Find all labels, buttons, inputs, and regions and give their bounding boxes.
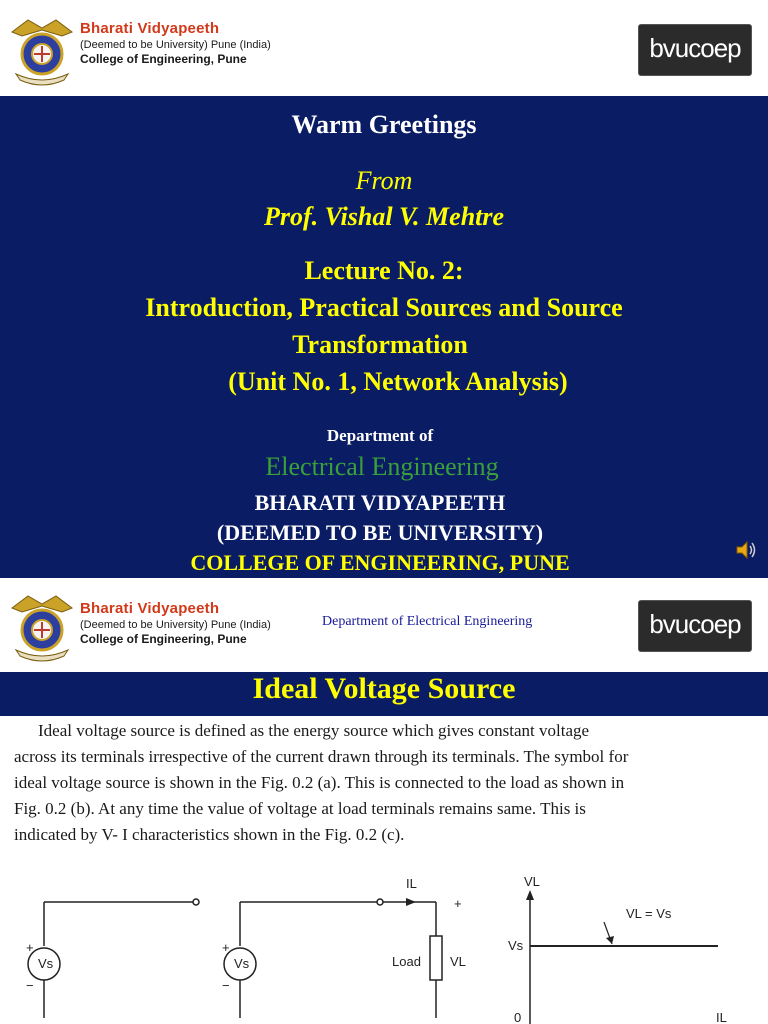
brand-logo [638, 600, 752, 652]
fig-c-vi-characteristic [508, 874, 727, 1024]
unit-info: (Unit No. 1, Network Analysis) [228, 367, 568, 396]
slide-2-title-bar [0, 672, 768, 712]
slide-2-header [0, 578, 768, 672]
brand-logo-text: bvucoep [649, 609, 741, 639]
brand-logo [638, 24, 752, 76]
institution-name: Bharati Vidyapeeth [80, 20, 220, 37]
fig-b-vl-label: VL [450, 954, 466, 969]
ideal-voltage-source-figure [0, 860, 768, 1024]
emblem-logo-icon [8, 586, 76, 662]
fig-c-x-axis-label: IL [716, 1010, 727, 1024]
paragraph-line: across its terminals irrespective of the current drawn through its terminals. The symbol for [14, 747, 629, 766]
fig-b-vs-label: Vs [234, 956, 250, 971]
fig-c-annotation: VL = Vs [626, 906, 672, 921]
fig-b-current-label: IL [406, 876, 417, 891]
institution-status: (Deemed to be University) Pune (India) [80, 619, 271, 631]
fig-a-minus: − [26, 978, 34, 993]
institution-block [80, 20, 271, 66]
from-label: From [355, 166, 413, 195]
institution-status: (Deemed to be University) Pune (India) [80, 39, 271, 51]
fig-b-source-with-load [222, 876, 466, 1018]
fig-c-vs-tick-label: Vs [508, 938, 524, 953]
institution-college: College of Engineering, Pune [80, 632, 247, 646]
paragraph-line: ideal voltage source is shown in the Fig. 0.2 (a). This is connected to the load as shown in [14, 773, 625, 792]
institution-name: Bharati Vidyapeeth [80, 600, 220, 617]
university-line-1: BHARATI VIDYAPEETH [254, 490, 506, 515]
fig-b-load-label: Load [392, 954, 421, 969]
paragraph-line: Fig. 0.2 (b). At any time the value of voltage at load terminals remains same. This is [14, 799, 586, 818]
fig-c-y-axis-label: VL [524, 874, 540, 889]
paragraph-line: Ideal voltage source is defined as the energy source which gives constant voltage [38, 721, 590, 740]
institution-college: College of Engineering, Pune [80, 52, 247, 66]
fig-c-origin-label: 0 [514, 1010, 522, 1024]
professor-name: Prof. Vishal V. Mehtre [263, 202, 505, 231]
fig-b-minus: − [222, 978, 230, 993]
content-divider [0, 712, 768, 716]
university-line-3: COLLEGE OF ENGINEERING, PUNE [190, 550, 570, 575]
department-header: Department of Electrical Engineering [322, 614, 533, 629]
speaker-icon[interactable] [734, 538, 758, 562]
department-name: Electrical Engineering [265, 452, 499, 481]
definition-paragraph [14, 718, 756, 848]
paragraph-line: indicated by V- I characteristics shown in the Fig. 0.2 (c). [14, 825, 405, 844]
fig-a-plus: + [26, 940, 34, 955]
fig-a-source-symbol [26, 899, 199, 1018]
fig-b-plus: + [222, 940, 230, 955]
brand-logo-text: bvucoep [649, 33, 741, 63]
greeting: Warm Greetings [291, 110, 477, 139]
lecture-number: Lecture No. 2: [304, 256, 464, 285]
institution-block [80, 600, 271, 646]
slide-1-header [0, 0, 768, 96]
university-line-2: (DEEMED TO BE UNIVERSITY) [216, 520, 544, 545]
slide-1-body [0, 96, 768, 578]
lecture-topic-line-1: Introduction, Practical Sources and Source [145, 293, 623, 322]
fig-b-plus-load: + [454, 896, 462, 911]
slide-title: Ideal Voltage Source [252, 672, 516, 705]
lecture-topic-line-2: Transformation [292, 330, 468, 359]
fig-a-vs-label: Vs [38, 956, 54, 971]
emblem-logo-icon [8, 10, 76, 86]
department-of-label: Department of [326, 426, 434, 445]
